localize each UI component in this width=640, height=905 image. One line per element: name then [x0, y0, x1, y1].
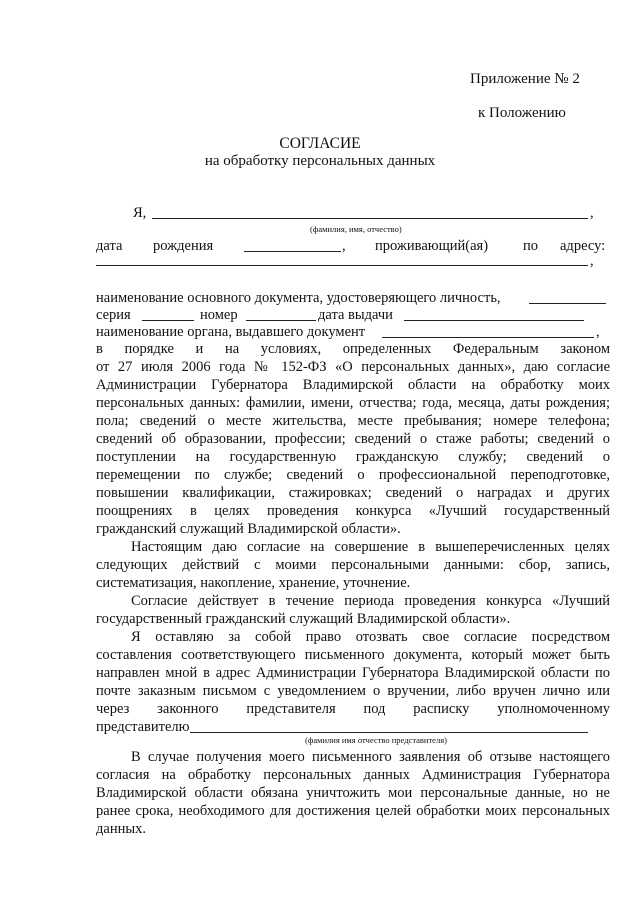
representative-hint: (фамилия имя отчество представителя) — [305, 735, 447, 745]
paragraph-line: В случае получения моего письменного заявления об отзыве настоящего — [131, 749, 610, 765]
issue-date-field[interactable] — [404, 320, 584, 321]
paragraph-line: согласия на обработку персональных данных Администрация Губернатора — [96, 767, 610, 783]
paragraph-line: поощрениях в целях проведения конкурса «Лучший государственный — [96, 503, 610, 519]
fio-hint: (фамилия, имя, отчество) — [310, 224, 402, 234]
paragraph-line: Согласие действует в течение периода проведения конкурса «Лучший — [131, 593, 610, 609]
paragraph-line: перемещении по службе; сведений о профессиональной переподготовке, — [96, 467, 610, 483]
comma: , — [596, 324, 600, 340]
paragraph-line: поступлении на государственную гражданскую службу; сведений о — [96, 449, 610, 465]
paragraph-line: через законного представителя под расписку уполномоченному — [96, 701, 610, 717]
paragraph-line: повышении квалификации, стажировках; сведений о наградах и других — [96, 485, 610, 501]
issuer-label: наименование органа, выдавшего документ — [96, 324, 366, 340]
doc-field[interactable] — [529, 303, 606, 304]
paragraph-line: Владимирской области обязана уничтожить мои персональные данные, но не — [96, 785, 610, 801]
issuer-field[interactable] — [382, 337, 594, 338]
number-label: номер — [200, 307, 238, 323]
paragraph-line: составления соответствующего письменного документа, который может быть — [96, 647, 610, 663]
paragraph-line: сведений об образовании, профессии; сведений о стаже работы; сведений о — [96, 431, 610, 447]
date-label: дата — [96, 238, 123, 254]
birth-label: рождения — [153, 238, 214, 254]
paragraph-line: в порядке и на условиях, определенных Федеральным законом — [96, 341, 610, 357]
series-label: серия — [96, 307, 131, 323]
number-field[interactable] — [246, 320, 316, 321]
at-label: по — [523, 238, 539, 254]
paragraph-line: следующих действий с моими персональными данными: сбор, запись, — [96, 557, 610, 573]
appendix-label: Приложение № 2 — [470, 71, 580, 87]
document-title: СОГЛАСИЕ — [279, 135, 361, 152]
paragraph-line: Администрации Губернатора Владимирской области на обработку моих — [96, 377, 610, 393]
paragraph-line: ранее срока, необходимого для достижения целей обработки моих персональных — [96, 803, 610, 819]
address-label: адресу: — [560, 238, 606, 254]
i-label: Я, — [133, 205, 147, 221]
paragraph-line: государственный гражданский служащий Владимирской области». — [96, 611, 511, 627]
document-subtitle: на обработку персональных данных — [204, 153, 436, 169]
birth-date-field[interactable] — [244, 251, 341, 252]
paragraph-line: систематизация, накопление, хранение, уточнение. — [96, 575, 411, 591]
address-field[interactable] — [96, 265, 588, 266]
comma: , — [590, 205, 594, 221]
paragraph-line: персональных данных: фамилии, имени, отчества; года, месяца, даты рождения; — [96, 395, 610, 411]
comma: , — [342, 238, 346, 254]
fio-field[interactable] — [152, 218, 588, 219]
representative-label: представителю — [96, 719, 190, 735]
paragraph-line: от 27 июля 2006 года № 152-ФЗ «О персональных данных», даю согласие — [96, 359, 610, 375]
paragraph-line: почте заказным письмом с уведомлением о вручении, либо вручен лично или — [96, 683, 610, 699]
issue-date-label: дата выдачи — [318, 307, 393, 323]
representative-field[interactable] — [190, 732, 588, 733]
paragraph-line: направлен мной в адрес Администрации Губернатора Владимирской области по — [96, 665, 610, 681]
comma: , — [590, 253, 594, 269]
paragraph-line: данных. — [96, 821, 146, 837]
paragraph-line: Я оставляю за собой право отозвать свое согласие посредством — [131, 629, 610, 645]
paragraph-line: гражданский служащий Владимирской области». — [96, 521, 401, 537]
regulation-label: к Положению — [478, 105, 566, 121]
doc-label: наименование основного документа, удостоверяющего личность, — [96, 290, 501, 306]
paragraph-line: пола; сведений о месте жительства, месте пребывания; номере телефона; — [96, 413, 610, 429]
living-label: проживающий(ая) — [375, 238, 489, 254]
paragraph-line: Настоящим даю согласие на совершение в вышеперечисленных целях — [131, 539, 610, 555]
series-field[interactable] — [142, 320, 194, 321]
